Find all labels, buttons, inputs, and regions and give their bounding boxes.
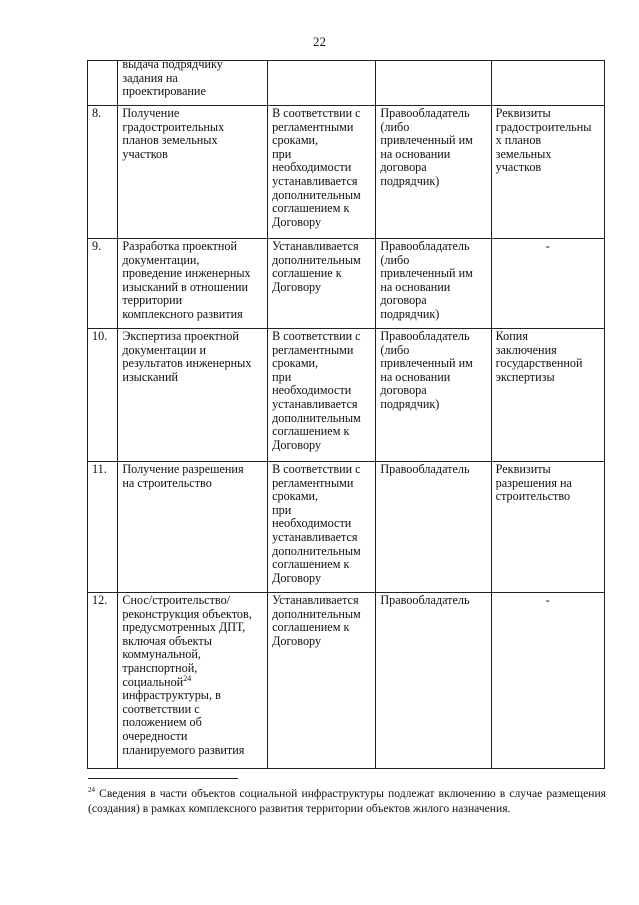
footnote: [88, 786, 606, 816]
responsible-text: Правообладатель: [380, 593, 470, 607]
term-cell: [268, 61, 376, 106]
term-text: В соответствии с регламентными сроками, при необходимости устанавливается дополнительным соглашением к Договору: [272, 106, 361, 229]
table-row: [88, 593, 605, 769]
stage-cell: [118, 106, 268, 239]
document-text: Реквизиты градостроительны х планов земельных участков: [495, 106, 592, 175]
document-cell: [491, 239, 604, 329]
stage-cell: [118, 61, 268, 106]
responsible-cell: [376, 329, 491, 462]
table-row: [88, 462, 605, 593]
row-number: [88, 61, 118, 106]
stage-cell: [118, 593, 268, 769]
stage-text: выдача подрядчику задания на проектирование: [122, 60, 223, 99]
responsible-text: Правообладатель (либо привлеченный им на основании договора подрядчик): [380, 329, 473, 411]
document-cell: [491, 462, 604, 593]
row-number: 11.: [88, 462, 118, 593]
document-text: -: [545, 593, 550, 607]
term-cell: [268, 462, 376, 593]
responsible-cell: [376, 61, 491, 106]
row-number: 12.: [88, 593, 118, 769]
table-row: [88, 329, 605, 462]
footnote-marker: 24: [88, 786, 95, 795]
stage-text: Экспертиза проектной документации и результатов инженерных изысканий: [122, 329, 252, 384]
term-cell: [268, 239, 376, 329]
responsible-cell: [376, 593, 491, 769]
term-cell: [268, 593, 376, 769]
table-row: [88, 239, 605, 329]
stage-text: Получение градостроительных планов земельных участков: [122, 106, 225, 161]
footnote-reference[interactable]: 24: [183, 673, 192, 683]
document-text: -: [545, 239, 550, 253]
term-text: Устанавливается дополнительным соглашением к Договору: [272, 593, 361, 648]
footnote-separator: [88, 778, 238, 779]
document-cell: [491, 593, 604, 769]
responsible-text: Правообладатель (либо привлеченный им на основании договора подрядчик): [380, 106, 473, 188]
term-text: Устанавливается дополнительным соглашение к Договору: [272, 239, 361, 294]
footnote-text: Сведения в части объектов социальной инфраструктуры подлежат включению в случае размещения (создания) в рамках комплексного развития территории объектов жилого назначения.: [88, 787, 606, 815]
term-text: В соответствии с регламентными сроками, при необходимости устанавливается дополнительным соглашением к Договору: [272, 329, 361, 452]
responsible-text: Правообладатель (либо привлеченный им на основании договора подрядчик): [380, 239, 473, 321]
stage-cell: [118, 462, 268, 593]
page-number: 22: [313, 34, 326, 49]
document-text: Реквизиты разрешения на строительство: [495, 462, 572, 504]
responsible-cell: [376, 106, 491, 239]
term-cell: [268, 106, 376, 239]
responsible-cell: [376, 462, 491, 593]
stage-text: Получение разрешения на строительство: [122, 462, 244, 490]
row-number: 9.: [88, 239, 118, 329]
table-row: [88, 61, 605, 106]
responsible-cell: [376, 239, 491, 329]
document-cell: [491, 329, 604, 462]
document-cell: [491, 61, 604, 106]
stage-cell: [118, 239, 268, 329]
term-cell: [268, 329, 376, 462]
row-number: 10.: [88, 329, 118, 462]
stage-text: Снос/строительство/ реконструкция объектов, предусмотренных ДПТ, включая объекты коммунальной, транспортной, социальной$^{24}$ инфраструктуры, в соответствии с положением об очередности планируемого развития: [122, 593, 252, 757]
row-number: 8.: [88, 106, 118, 239]
stage-text: Разработка проектной документации, проведение инженерных изысканий в отношении территории комплексного развития: [122, 239, 251, 321]
stages-table: [87, 60, 605, 769]
term-text: В соответствии с регламентными сроками, при необходимости устанавливается дополнительным соглашением к Договору: [272, 462, 361, 585]
document-text: Копия заключения государственной экспертизы: [495, 329, 583, 384]
stage-cell: [118, 329, 268, 462]
table-row: [88, 106, 605, 239]
document-cell: [491, 106, 604, 239]
responsible-text: Правообладатель: [380, 462, 470, 476]
